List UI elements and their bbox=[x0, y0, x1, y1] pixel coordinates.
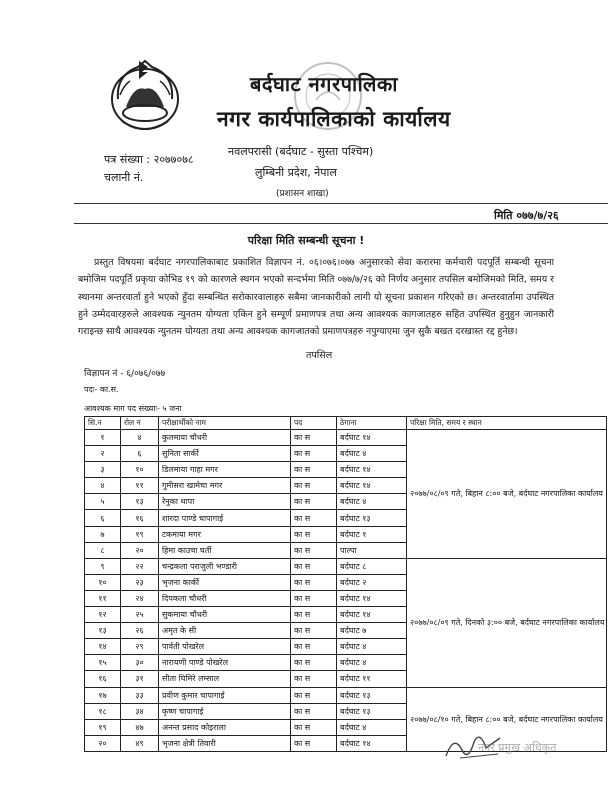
serial-cell: ३ bbox=[85, 462, 121, 478]
exam-schedule-cell: २०७७/०८/१० गते, बिहान ८:०० बजे, बर्दघाट नगरपालिका कार्यालय bbox=[407, 687, 607, 751]
column-header: सि.न bbox=[85, 417, 121, 430]
serial-cell: ६ bbox=[85, 510, 121, 526]
candidate-name-cell: अमृत के सी bbox=[159, 623, 291, 639]
address-cell: बर्दघाट ४ bbox=[337, 655, 407, 671]
post-cell: का स bbox=[291, 623, 337, 639]
post-cell: का स bbox=[291, 542, 337, 558]
roll-cell: ४ bbox=[121, 430, 159, 446]
serial-cell: २० bbox=[85, 735, 121, 751]
table-row bbox=[85, 430, 607, 446]
candidate-name-cell: प्रवीण कुमार चापागाई bbox=[159, 687, 291, 703]
candidate-table-body bbox=[85, 430, 607, 752]
table-row bbox=[85, 558, 607, 574]
address-cell: बर्दघाट ४ bbox=[337, 639, 407, 655]
serial-cell: १४ bbox=[85, 639, 121, 655]
address-cell: बर्दघाट १४ bbox=[337, 462, 407, 478]
post-cell: का स bbox=[291, 639, 337, 655]
address-cell: बर्दघाट ४ bbox=[337, 719, 407, 735]
advertisement-number: विज्ञापन नं - ६/०७६/०७७ bbox=[84, 369, 166, 379]
roll-cell: १३ bbox=[121, 494, 159, 510]
address-cell: पाल्पा bbox=[337, 542, 407, 558]
post-cell: का स bbox=[291, 446, 337, 462]
post-cell: का स bbox=[291, 430, 337, 446]
post-cell: का स bbox=[291, 478, 337, 494]
post-cell: का स bbox=[291, 671, 337, 687]
serial-cell: ५ bbox=[85, 494, 121, 510]
serial-cell: १ bbox=[85, 430, 121, 446]
post-cell: का स bbox=[291, 590, 337, 606]
post-label: पदः- का.स. bbox=[84, 385, 119, 394]
candidate-name-cell: पार्वती पोखरेल bbox=[159, 639, 291, 655]
roll-cell: ३४ bbox=[121, 703, 159, 719]
candidate-name-cell: दिपकला चौधरी bbox=[159, 590, 291, 606]
candidate-name-cell: रेनुका थापा bbox=[159, 494, 291, 510]
serial-cell: १८ bbox=[85, 703, 121, 719]
candidate-name-cell: भृजना कार्की bbox=[159, 574, 291, 590]
post-cell: का स bbox=[291, 719, 337, 735]
serial-cell: ८ bbox=[85, 542, 121, 558]
post-cell: का स bbox=[291, 526, 337, 542]
serial-cell: १९ bbox=[85, 719, 121, 735]
notice-title: परिक्षा मिति सम्बन्धी सूचना ! bbox=[247, 234, 365, 247]
roll-cell: २६ bbox=[121, 623, 159, 639]
serial-cell: १५ bbox=[85, 655, 121, 671]
roll-cell: ११ bbox=[121, 478, 159, 494]
header-divider bbox=[74, 203, 608, 204]
schedule-label: तपसिल bbox=[306, 350, 333, 361]
candidate-name-cell: शारदा पाण्डे चापागाई bbox=[159, 510, 291, 526]
serial-cell: ४ bbox=[85, 478, 121, 494]
office-province: लुम्बिनी प्रदेश, नेपाल bbox=[255, 166, 337, 179]
roll-cell: २० bbox=[121, 542, 159, 558]
roll-cell: ४७ bbox=[121, 719, 159, 735]
address-cell: बर्दघाट १४ bbox=[337, 590, 407, 606]
roll-cell: ३१ bbox=[121, 671, 159, 687]
candidate-name-cell: कृष्ण चापागाई bbox=[159, 703, 291, 719]
nepal-emblem-icon bbox=[108, 55, 182, 133]
table-header-row bbox=[85, 417, 607, 430]
roll-cell: १० bbox=[121, 462, 159, 478]
address-cell: बर्दघाट १३ bbox=[337, 510, 407, 526]
table-row bbox=[85, 687, 607, 703]
candidate-name-cell: हिमा काउचा घर्ती bbox=[159, 542, 291, 558]
post-cell: का स bbox=[291, 574, 337, 590]
roll-cell: २२ bbox=[121, 558, 159, 574]
notice-body: प्रस्तुत विषयमा बर्दघाट नगरपालिकाबाट प्रकाशित विज्ञापन नं. ०६।०७६।०७७ अनुसारको सेवा करारमा कर्मचारी पदपूर्ति सम्बन्धी सूचना बमोजिम पदपूर्ति प्रकृया कोभिड १९ को कारणले स्थगन भएको सन्दर्भमा मिति ०७७/७/२६ को निर्णय अनुसार तपसिल बमोजिमको मिति, समय र स्थानमा अन्तरवार्ता हुने भएको हुँदा सम्बन्धित सरोकारवालाहरु सबैमा जानकारीको लागी यो सूचना प्रकाशन गरिएको छ। अन्तरवार्तामा उपस्थित हुने उम्मेदवारहरुले आवश्यक न्युनतम योग्यता एकिन हुने सम्पूर्ण प्रमाणपत्र तथा अन्य आवश्यक कागजातहरु सहित उपस्थित हुनुहुन जानकारी गराइन्छ साथै आवश्यक न्युनतम योग्यता तथा अन्य आवश्यक कागजातको प्रमाणपत्रहरु नपुग्याएमा जुन सुकै बखत दरखास्त रद्द हुनेछ। bbox=[78, 257, 554, 338]
roll-cell: ३० bbox=[121, 655, 159, 671]
vacancy-count: आवश्यक माग पद संख्याः- ५ जना bbox=[84, 404, 182, 413]
address-cell: बर्दघाट ४ bbox=[337, 494, 407, 510]
column-header: ठेगाना bbox=[337, 417, 407, 430]
office-address: नवलपरासी (बर्दघाट - सुस्ता पश्चिम) bbox=[228, 145, 374, 158]
serial-cell: ७ bbox=[85, 526, 121, 542]
address-cell: बर्दघाट १४ bbox=[337, 478, 407, 494]
post-cell: का स bbox=[291, 462, 337, 478]
date-divider bbox=[74, 223, 608, 224]
serial-cell: १२ bbox=[85, 607, 121, 623]
roll-cell: २५ bbox=[121, 607, 159, 623]
post-cell: का स bbox=[291, 735, 337, 751]
address-cell: बर्दघाट १३ bbox=[337, 687, 407, 703]
address-cell: बर्दघाट ११ bbox=[337, 671, 407, 687]
candidate-name-cell: भृजना क्षेत्री तिवारी bbox=[159, 735, 291, 751]
address-cell: बर्दघाट १४ bbox=[337, 607, 407, 623]
post-cell: का स bbox=[291, 558, 337, 574]
office-section: (प्रशासन शाखा) bbox=[276, 189, 329, 199]
address-cell: बर्दघाट ७ bbox=[337, 623, 407, 639]
address-cell: बर्दघाट १४ bbox=[337, 430, 407, 446]
candidate-name-cell: सीता घिमिरे लम्साल bbox=[159, 671, 291, 687]
candidate-name-cell: अनन्त प्रसाद कोइराला bbox=[159, 719, 291, 735]
post-cell: का स bbox=[291, 510, 337, 526]
column-header: पद bbox=[291, 417, 337, 430]
serial-cell: ११ bbox=[85, 590, 121, 606]
address-cell: बर्दघाट ८ bbox=[337, 558, 407, 574]
dispatch-number: चलानी नं. bbox=[104, 171, 144, 184]
candidate-name-cell: टकमाया मगर bbox=[159, 526, 291, 542]
serial-cell: २ bbox=[85, 446, 121, 462]
address-cell: बर्दघाट १४ bbox=[337, 735, 407, 751]
candidate-name-cell: कुलमाया चौधरी bbox=[159, 430, 291, 446]
candidate-name-cell: डिलमाया गाहा मगर bbox=[159, 462, 291, 478]
serial-cell: १० bbox=[85, 574, 121, 590]
post-cell: का स bbox=[291, 655, 337, 671]
candidate-name-cell: गुमीसरा खामेचा मगर bbox=[159, 478, 291, 494]
reference-number: पत्र संख्या : २०७७०७८ bbox=[104, 153, 194, 166]
roll-cell: २९ bbox=[121, 639, 159, 655]
address-cell: बर्दघाट १३ bbox=[337, 703, 407, 719]
roll-cell: २३ bbox=[121, 574, 159, 590]
column-header: परीक्षार्थीको नाम bbox=[159, 417, 291, 430]
address-cell: बर्दघाट ४ bbox=[337, 446, 407, 462]
candidate-table bbox=[84, 416, 607, 752]
signature-stamp-text: नगर प्रमुख अधिकृत bbox=[478, 741, 557, 754]
candidate-name-cell: चन्द्रकला पराजुली भण्डारी bbox=[159, 558, 291, 574]
roll-cell: ४९ bbox=[121, 735, 159, 751]
post-cell: का स bbox=[291, 494, 337, 510]
roll-cell: ३३ bbox=[121, 687, 159, 703]
post-cell: का स bbox=[291, 607, 337, 623]
candidate-name-cell: नारायणी पाण्डे पोखरेल bbox=[159, 655, 291, 671]
letter-date: मिति ०७७/७/२६ bbox=[494, 209, 559, 222]
roll-cell: ६ bbox=[121, 446, 159, 462]
roll-cell: १६ bbox=[121, 510, 159, 526]
column-header: परिक्षा मिति, समय र स्थान bbox=[407, 417, 607, 430]
office-name: बर्दघाट नगरपालिका bbox=[250, 72, 398, 96]
serial-cell: १७ bbox=[85, 687, 121, 703]
candidate-name-cell: सुकमाया चौधरी bbox=[159, 607, 291, 623]
roll-cell: २४ bbox=[121, 590, 159, 606]
exam-schedule-cell: २०७७/०८/०९ गते, दिनको ३:०० बजे, बर्दघाट नगरपालिका कार्यालय bbox=[407, 558, 607, 687]
post-cell: का स bbox=[291, 703, 337, 719]
serial-cell: ९ bbox=[85, 558, 121, 574]
serial-cell: १३ bbox=[85, 623, 121, 639]
column-header: रोल न bbox=[121, 417, 159, 430]
serial-cell: १६ bbox=[85, 671, 121, 687]
exam-schedule-cell: २०७७/०८/०९ गते, बिहान ८:०० बजे, बर्दघाट नगरपालिका कार्यालय bbox=[407, 430, 607, 559]
candidate-name-cell: सुनिता सार्की bbox=[159, 446, 291, 462]
roll-cell: १९ bbox=[121, 526, 159, 542]
office-title: नगर कार्यपालिकाको कार्यालय bbox=[217, 107, 451, 131]
post-cell: का स bbox=[291, 687, 337, 703]
address-cell: बर्दघाट १ bbox=[337, 526, 407, 542]
address-cell: बर्दघाट २ bbox=[337, 574, 407, 590]
